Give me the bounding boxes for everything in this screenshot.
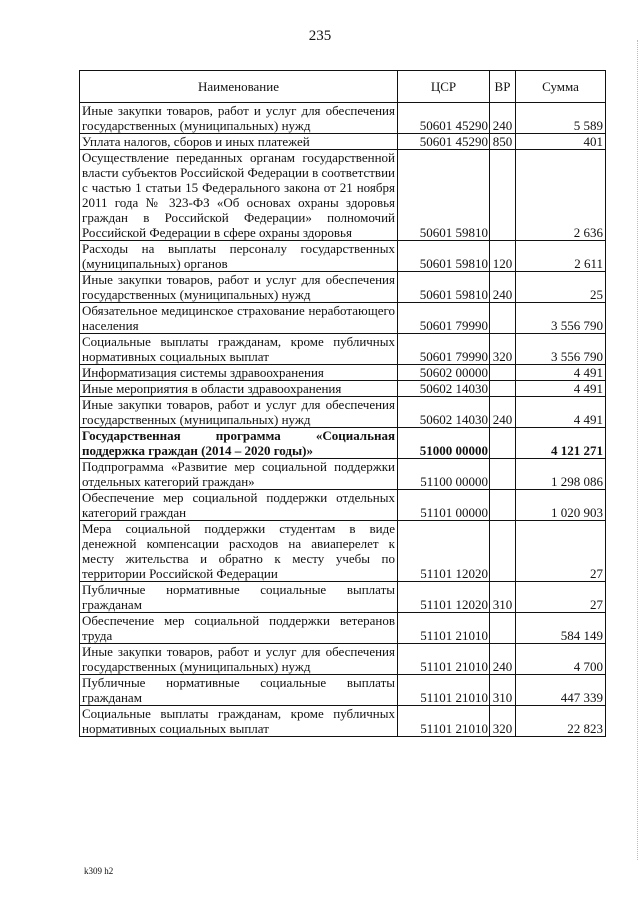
row-vr-cell xyxy=(490,150,516,241)
row-sum-cell: 4 700 xyxy=(516,644,606,675)
table-row xyxy=(80,381,606,397)
table-row xyxy=(80,134,606,150)
header-sum: Сумма xyxy=(516,71,606,103)
row-name-cell: Иные мероприятия в области здравоохранения xyxy=(80,381,398,397)
row-csr-cell: 51101 00000 xyxy=(398,490,490,521)
row-vr-cell: 320 xyxy=(490,706,516,737)
row-csr-cell: 51100 00000 xyxy=(398,459,490,490)
row-name-cell: Уплата налогов, сборов и иных платежей xyxy=(80,134,398,150)
row-name-cell: Публичные нормативные социальные выплаты гражданам xyxy=(80,675,398,706)
table-row xyxy=(80,365,606,381)
row-csr-cell: 51101 21010 xyxy=(398,675,490,706)
row-name-cell: Государственная программа «Социальная поддержка граждан (2014 – 2020 годы)» xyxy=(80,428,398,459)
row-vr-cell xyxy=(490,428,516,459)
row-name-cell: Обеспечение мер социальной поддержки отдельных категорий граждан xyxy=(80,490,398,521)
page-number: 235 xyxy=(308,28,332,44)
scan-edge-mark xyxy=(636,40,638,860)
row-name-cell: Подпрограмма «Развитие мер социальной поддержки отдельных категорий граждан» xyxy=(80,459,398,490)
row-vr-cell xyxy=(490,365,516,381)
table-row xyxy=(80,334,606,365)
row-vr-cell: 850 xyxy=(490,134,516,150)
row-vr-cell: 310 xyxy=(490,582,516,613)
row-sum-cell: 1 020 903 xyxy=(516,490,606,521)
row-name-cell: Социальные выплаты гражданам, кроме публичных нормативных социальных выплат xyxy=(80,334,398,365)
table-header-row xyxy=(80,71,606,103)
row-sum-cell: 4 491 xyxy=(516,365,606,381)
table-row xyxy=(80,675,606,706)
table-row xyxy=(80,613,606,644)
row-sum-cell: 2 636 xyxy=(516,150,606,241)
row-name-cell: Расходы на выплаты персоналу государственных (муниципальных) органов xyxy=(80,241,398,272)
table-row xyxy=(80,397,606,428)
row-csr-cell: 50601 79990 xyxy=(398,303,490,334)
row-name-cell: Осуществление переданных органам государственной власти субъектов Российской Федерации в соответствии с частью 1 статьи 15 Федерального закона от 21 ноября 2011 года № 323-ФЗ «Об основах охраны здоровья граждан в Российской Федерации» полномочий Российской Федерации в сфере охраны здоровья xyxy=(80,150,398,241)
table-row xyxy=(80,490,606,521)
row-csr-cell: 51101 12020 xyxy=(398,521,490,582)
table-row xyxy=(80,103,606,134)
row-sum-cell: 27 xyxy=(516,521,606,582)
row-csr-cell: 50601 59810 xyxy=(398,241,490,272)
row-vr-cell xyxy=(490,303,516,334)
row-vr-cell: 240 xyxy=(490,103,516,134)
row-sum-cell: 401 xyxy=(516,134,606,150)
row-name-cell: Иные закупки товаров, работ и услуг для обеспечения государственных (муниципальных) нужд xyxy=(80,103,398,134)
row-csr-cell: 50601 59810 xyxy=(398,150,490,241)
row-sum-cell: 4 121 271 xyxy=(516,428,606,459)
row-sum-cell: 447 339 xyxy=(516,675,606,706)
row-csr-cell: 50601 79990 xyxy=(398,334,490,365)
row-csr-cell: 51101 21010 xyxy=(398,613,490,644)
row-vr-cell: 240 xyxy=(490,644,516,675)
row-sum-cell: 1 298 086 xyxy=(516,459,606,490)
row-sum-cell: 3 556 790 xyxy=(516,303,606,334)
budget-table xyxy=(79,70,606,737)
document-code: k309 h2 xyxy=(84,866,114,876)
row-csr-cell: 50602 14030 xyxy=(398,397,490,428)
row-csr-cell: 51000 00000 xyxy=(398,428,490,459)
row-name-cell: Обязательное медицинское страхование неработающего населения xyxy=(80,303,398,334)
row-name-cell: Публичные нормативные социальные выплаты гражданам xyxy=(80,582,398,613)
row-sum-cell: 2 611 xyxy=(516,241,606,272)
row-csr-cell: 50602 14030 xyxy=(398,381,490,397)
row-sum-cell: 5 589 xyxy=(516,103,606,134)
row-csr-cell: 51101 21010 xyxy=(398,706,490,737)
table-row xyxy=(80,521,606,582)
row-sum-cell: 4 491 xyxy=(516,381,606,397)
row-vr-cell xyxy=(490,381,516,397)
header-vr: ВР xyxy=(490,71,516,103)
table-row xyxy=(80,644,606,675)
table-row xyxy=(80,428,606,459)
header-name: Наименование xyxy=(80,71,398,103)
row-csr-cell: 50601 45290 xyxy=(398,103,490,134)
table-row xyxy=(80,150,606,241)
row-name-cell: Мера социальной поддержки студентам в виде денежной компенсации расходов на авиаперелет к месту жительства и обратно к месту учебы по территории Российской Федерации xyxy=(80,521,398,582)
row-csr-cell: 50601 45290 xyxy=(398,134,490,150)
row-name-cell: Иные закупки товаров, работ и услуг для обеспечения государственных (муниципальных) нужд xyxy=(80,644,398,675)
table-row xyxy=(80,459,606,490)
row-sum-cell: 584 149 xyxy=(516,613,606,644)
row-vr-cell xyxy=(490,459,516,490)
table-row xyxy=(80,241,606,272)
row-vr-cell: 310 xyxy=(490,675,516,706)
row-csr-cell: 51101 21010 xyxy=(398,644,490,675)
row-sum-cell: 4 491 xyxy=(516,397,606,428)
row-name-cell: Социальные выплаты гражданам, кроме публичных нормативных социальных выплат xyxy=(80,706,398,737)
row-name-cell: Информатизация системы здравоохранения xyxy=(80,365,398,381)
row-vr-cell xyxy=(490,521,516,582)
row-csr-cell: 50601 59810 xyxy=(398,272,490,303)
row-name-cell: Иные закупки товаров, работ и услуг для обеспечения государственных (муниципальных) нужд xyxy=(80,397,398,428)
row-sum-cell: 27 xyxy=(516,582,606,613)
row-sum-cell: 22 823 xyxy=(516,706,606,737)
row-vr-cell xyxy=(490,613,516,644)
table-row xyxy=(80,582,606,613)
row-vr-cell xyxy=(490,490,516,521)
row-sum-cell: 3 556 790 xyxy=(516,334,606,365)
table-row xyxy=(80,303,606,334)
row-csr-cell: 51101 12020 xyxy=(398,582,490,613)
header-csr: ЦСР xyxy=(398,71,490,103)
row-csr-cell: 50602 00000 xyxy=(398,365,490,381)
table-body xyxy=(80,103,606,737)
table-row xyxy=(80,272,606,303)
row-vr-cell: 120 xyxy=(490,241,516,272)
row-vr-cell: 320 xyxy=(490,334,516,365)
row-name-cell: Обеспечение мер социальной поддержки ветеранов труда xyxy=(80,613,398,644)
table-row xyxy=(80,706,606,737)
row-name-cell: Иные закупки товаров, работ и услуг для обеспечения государственных (муниципальных) нужд xyxy=(80,272,398,303)
row-vr-cell: 240 xyxy=(490,397,516,428)
row-sum-cell: 25 xyxy=(516,272,606,303)
row-vr-cell: 240 xyxy=(490,272,516,303)
